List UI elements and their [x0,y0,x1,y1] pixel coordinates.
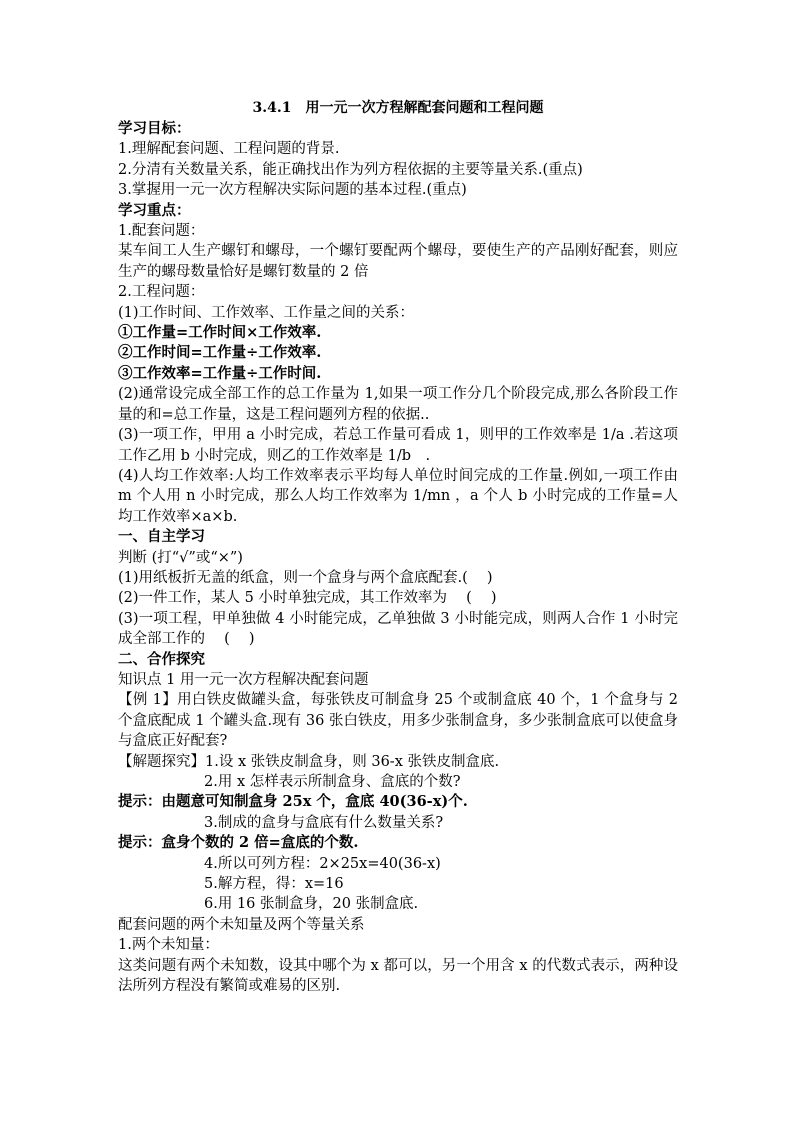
text-paragraph: 提示：盒身个数的 2 倍=盒底的个数. [118,834,359,852]
text-paragraph: 这类问题有两个未知数，设其中哪个为 x 都可以，另一个用含 x 的代数式表示，两种设法所列方程没有繁简或难易的区别. [118,957,678,995]
text-paragraph: (2)一件工作，某人 5 小时单独完成，其工作效率为 ( ) [118,590,497,607]
text-paragraph: (3)一项工程，甲单独做 4 小时能完成，乙单独做 3 小时能完成，则两人合作 1 小时完成全部工作的 ( ) [118,610,678,648]
text-paragraph: 1.配套问题： [118,223,205,240]
text-paragraph: ③工作效率=工作量÷工作时间. [118,364,322,382]
text-paragraph: 3.掌握用一元一次方程解决实际问题的基本过程.(重点) [118,182,467,199]
text-paragraph: 判断 (打“√”或“×”) [118,549,243,566]
text-paragraph: 1.两个未知量： [118,937,219,954]
text-paragraph: (2)通常设完成全部工作的总工作量为 1,如果一项工作分几个阶段完成,那么各阶段工作量的和=总工作量，这是工程问题列方程的依据.. [118,386,678,423]
text-paragraph: 【解题探究】1.设 x 张铁皮制盒身，则 36-x 张铁皮制盒底. [118,753,500,770]
text-paragraph: 【例 1】用白铁皮做罐头盒，每张铁皮可制盒身 25 个或制盒底 40 个，1 个盒身与 2 个盒底配成 1 个罐头盒.现有 36 张白铁皮，用多少张制盒身，多少张制盒底可以使盒身与盒底正好配套? [118,692,678,750]
text-paragraph: 2.分清有关数量关系，能正确找出作为列方程依据的主要等量关系.(重点) [118,161,583,178]
document-body [118,119,678,996]
text-paragraph: (1)用纸板折无盖的纸盒，则一个盒身与两个盒底配套.( ) [118,569,493,586]
text-paragraph: 2.用 x 怎样表示所制盒身、盒底的个数? [204,774,461,790]
text-paragraph: 6.用 16 张制盒身，20 张制盒底. [204,896,419,913]
text-paragraph: (1)工作时间、工作效率、工作量之间的关系： [118,304,415,321]
text-paragraph: 1.理解配套问题、工程问题的背景. [118,141,340,158]
text-paragraph: (3)一项工作，甲用 a 小时完成，若总工作量可看成 1，则甲的工作效率是 1/a .若这项工作乙用 b 小时完成，则乙的工作效率是 1/b . [118,427,678,464]
section-heading: 学习目标： [118,120,191,137]
text-paragraph: 某车间工人生产螺钉和螺母，一个螺钉要配两个螺母，要使生产的产品刚好配套，则应生产的螺母数量恰好是螺钉数量的 2 倍 [118,243,678,280]
text-paragraph: 提示：由题意可知制盒身 25x 个，盒底 40(36-x)个. [118,793,468,811]
text-paragraph: ①工作量=工作时间×工作效率. [118,324,322,342]
section-heading: 学习重点： [118,201,191,219]
text-paragraph: 2.工程问题： [118,284,205,301]
text-paragraph: 4.所以可列方程：2×25x=40(36-x) [204,855,441,872]
text-paragraph: (4)人均工作效率:人均工作效率表示平均每人单位时间完成的工作量.例如,一项工作由 m 个人用 n 小时完成，那么人均工作效率为 1/mn ，a 个人 b 小时完成的工作量=人均工作效率×a×b. [118,467,678,525]
section-heading: 一、自主学习 [118,528,205,546]
document-page [118,98,678,996]
text-paragraph: 配套问题的两个未知量及两个等量关系 [118,916,365,933]
text-paragraph: ②工作时间=工作量÷工作效率. [118,344,322,362]
text-paragraph: 5.解方程，得：x=16 [204,876,344,893]
text-paragraph: 3.制成的盒身与盒底有什么数量关系? [204,814,444,831]
text-paragraph: 知识点 1 用一元一次方程解决配套问题 [118,671,369,688]
document-title: 3.4.1 用一元一次方程解配套问题和工程问题 [252,100,544,116]
section-heading: 二、合作探究 [118,650,205,668]
